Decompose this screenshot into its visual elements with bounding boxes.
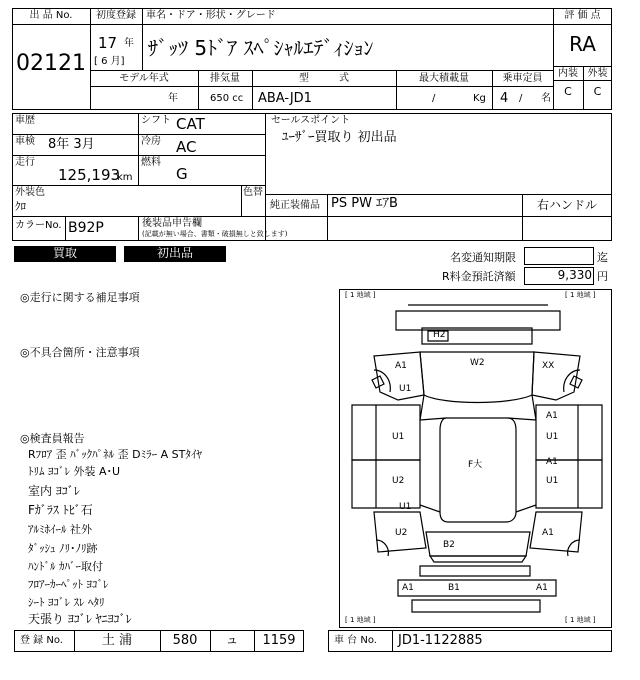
exterior-value: C <box>593 85 602 98</box>
diagram-corner-tr: [ 1 地域 ] <box>565 291 596 299</box>
max-load-value: / <box>432 93 436 104</box>
registration-place: 土 浦 <box>101 633 133 648</box>
fuel-label: 燃料 <box>141 157 161 168</box>
damage-mark-a1: A1 <box>546 457 558 467</box>
capacity-value: 4 <box>500 91 509 106</box>
damage-mark-b2: B2 <box>443 540 455 550</box>
steering-value: 右ハンドル <box>536 198 597 212</box>
shift-value: CAT <box>176 115 205 133</box>
sales-point-label: セールスポイント <box>271 115 351 126</box>
mileage-label: 走行 <box>15 157 35 168</box>
recycle-unit: 円 <box>597 270 608 283</box>
damage-mark-u2: U2 <box>395 528 408 538</box>
max-load-label: 最大積載量 <box>419 73 469 84</box>
model-year-label: モデル年式 <box>119 73 169 84</box>
registration-kana: ュ <box>225 633 239 648</box>
damage-mark-b1: B1 <box>448 583 460 593</box>
mileage-value: 125,193 <box>58 166 121 184</box>
damage-mark-u1: U1 <box>546 432 559 442</box>
shift-label: シフト <box>141 115 171 126</box>
damage-mark-a1: A1 <box>542 528 554 538</box>
model-year-unit: 年 <box>168 93 178 104</box>
ac-label: 冷房 <box>141 136 161 147</box>
ext-color-label: 外装色 <box>15 187 45 198</box>
damage-mark-u1: U1 <box>399 384 412 394</box>
inspector-line: ﾄﾘﾑ ﾖｺﾞﾚ 外装 A･U <box>28 465 121 478</box>
damage-mark-a1: A1 <box>536 583 548 593</box>
registration-label: 登 録 No. <box>20 635 63 646</box>
recycle-label: R料金預託済額 <box>442 270 516 283</box>
name-change-label: 名変通知期限 <box>450 251 516 264</box>
aftermarket-note: (記載が無い場合、書類・破損無しと致します) <box>142 230 288 238</box>
damage-mark-u2: U2 <box>392 476 405 486</box>
first-reg-year-unit: 年 <box>124 38 134 49</box>
damage-mark-h2: H2 <box>433 330 446 340</box>
type-value: ABA-JD1 <box>258 91 312 106</box>
type-label: 型 式 <box>299 73 349 84</box>
divider <box>392 630 393 652</box>
registration-number: 1159 <box>262 633 296 648</box>
color-no-label: カラーNo. <box>15 220 62 231</box>
buyback-tag: 買取 <box>14 246 116 262</box>
inspection-value: 8年 3月 <box>48 137 95 152</box>
name-change-unit: 迄 <box>597 251 608 264</box>
inspector-line: ﾀﾞｯｼｭ ﾉﾘ･ﾉﾘ跡 <box>28 542 98 555</box>
damage-mark-w2: W2 <box>470 358 485 368</box>
inspector-line: 室内 ﾖｺﾞﾚ <box>28 484 80 498</box>
max-load-unit: Kg <box>473 93 486 104</box>
interior-value: C <box>564 85 572 98</box>
capacity-sep: / <box>519 93 523 104</box>
color-no-value: B92P <box>68 220 104 236</box>
car-name: ｻﾞｯﾂ 5ﾄﾞｱ ｽﾍﾟｼｬﾙｴﾃﾞｨｼｮﾝ <box>148 36 374 60</box>
damage-mark-xx: XX <box>542 361 555 371</box>
sales-point-value: ﾕｰｻﾞｰ買取り 初出品 <box>282 130 397 145</box>
damage-mark-f: F大 <box>468 460 483 470</box>
displacement-label: 排気量 <box>210 73 240 84</box>
damage-mark-a1: A1 <box>395 361 407 371</box>
first-reg-month: [ 6 月] <box>94 56 125 67</box>
lot-no-label: 出 品 No. <box>29 10 73 21</box>
damage-mark-u1: U1 <box>392 432 405 442</box>
inspector-line: ﾊﾝﾄﾞﾙ ｶﾊﾞｰ取付 <box>28 560 103 573</box>
interior-label: 内装 <box>558 68 578 79</box>
displacement-value: 650 cc <box>210 93 244 104</box>
grade-value: RA <box>569 32 596 56</box>
diagram-corner-tl: [ 1 地域 ] <box>345 291 376 299</box>
mileage-unit: km <box>117 172 133 183</box>
inspector-line: ｼｰﾄ ﾖｺﾞﾚ ｽﾚ ﾍﾀﾘ <box>28 596 105 609</box>
exterior-label: 外装 <box>587 68 608 79</box>
grade-label: 評 価 点 <box>564 10 601 21</box>
history-label: 車歴 <box>15 115 35 126</box>
first-reg-label: 初度登録 <box>96 10 136 21</box>
ac-value: AC <box>176 138 197 156</box>
equipment-label: 純正装備品 <box>270 200 320 211</box>
lot-no-value: 02121 <box>16 51 86 76</box>
inspector-report-heading: ◎検査員報告 <box>20 432 85 445</box>
damage-mark-a1: A1 <box>402 583 414 593</box>
equipment-value: PS PW ｴｱB <box>331 196 398 211</box>
recycle-value: 9,330 <box>557 268 592 282</box>
registration-class: 580 <box>172 633 198 648</box>
aftermarket-label: 後装品申告欄 <box>142 218 202 229</box>
chassis-label: 車 台 No. <box>334 635 377 646</box>
damage-mark-u1: U1 <box>546 476 559 486</box>
ext-color-value: ｸﾛ <box>15 200 26 213</box>
capacity-label: 乗車定員 <box>502 73 543 84</box>
inspection-label: 車検 <box>15 136 35 147</box>
driving-notes-heading: ◎走行に関する補足事項 <box>20 291 140 304</box>
chassis-value: JD1-1122885 <box>398 633 483 648</box>
inspector-line: ﾌﾛｱｰｶｰﾍﾟｯﾄ ﾖｺﾞﾚ <box>28 578 109 591</box>
fuel-value: G <box>176 165 188 183</box>
inspector-line: 天張り ﾖｺﾞﾚ ﾔﾆﾖｺﾞﾚ <box>28 612 132 626</box>
car-name-label: 車名・ドア・形状・グレード <box>146 10 276 21</box>
damage-mark-u1: U1 <box>399 502 412 512</box>
first-listing-tag: 初出品 <box>124 246 226 262</box>
first-reg-year: 17 <box>98 34 118 52</box>
capacity-unit: 名 <box>541 93 551 104</box>
inspector-line: Rﾌﾛｱ 歪 ﾊﾞｯｸﾊﾟﾈﾙ 歪 Dﾐﾗｰ A STﾀｲﾔ <box>28 448 202 461</box>
color-change-label: 色替 <box>243 187 263 198</box>
diagram-corner-br: [ 1 地域 ] <box>565 616 596 624</box>
defect-notes-heading: ◎不具合箇所・注意事項 <box>20 346 140 359</box>
inspector-line: ｱﾙﾐﾎｲｰﾙ 社外 <box>28 523 92 536</box>
inspector-line: Fｶﾞﾗｽ ﾄﾋﾞ石 <box>28 503 93 517</box>
diagram-corner-bl: [ 1 地域 ] <box>345 616 376 624</box>
damage-mark-a1: A1 <box>546 411 558 421</box>
